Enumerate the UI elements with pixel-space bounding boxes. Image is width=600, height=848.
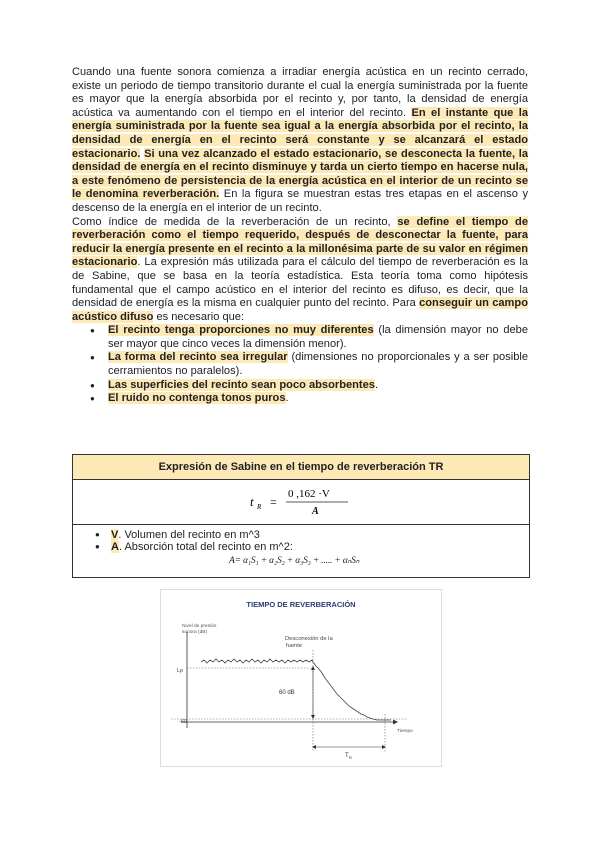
symbol: V bbox=[111, 529, 119, 541]
y-label-1: Nivel de presión bbox=[182, 624, 217, 629]
arrow-right-icon bbox=[382, 745, 386, 749]
table-definitions bbox=[73, 525, 529, 577]
document-body bbox=[72, 66, 528, 406]
item-bold: La forma del recinto sea irregular bbox=[108, 351, 288, 364]
list-item bbox=[72, 379, 528, 393]
formula-lhs: t bbox=[250, 494, 254, 509]
item-text: (la dimensión mayor no debe ser mayor que cinco veces la dimensión menor). bbox=[108, 324, 528, 350]
x-axis-arrow-icon bbox=[393, 720, 398, 725]
paragraph-definition bbox=[72, 216, 528, 325]
item-text: . bbox=[374, 378, 379, 391]
text: . La expresión más utilizada para el cálculo del tiempo de reverberación es la de Sabine, que se basa en la teoría estadística. Esta teoría toma como hipótesis fundamental que el campo acústico en el interior del recinto es difuso, es decir, que la densidad de energía es la misma en cualquier punto del recinto. Para bbox=[72, 256, 528, 310]
highlight-diffuse: conseguir un campo acústico difuso bbox=[72, 297, 528, 323]
item-text: . bbox=[285, 392, 289, 405]
arrow-up-icon bbox=[311, 666, 315, 670]
list-item bbox=[72, 392, 528, 406]
disconnect-annotation-2: fuente bbox=[286, 643, 303, 649]
arrow-down-icon bbox=[311, 715, 315, 719]
x-label: Tiempo bbox=[397, 729, 413, 734]
highlight-definition: se define el tiempo de reverberación como el tiempo requerido, después de desconectar la fuente, para reducir la energía presente en el recinto a la millonésima parte de su valor en régimen estacionario bbox=[72, 215, 528, 269]
figure-title: TIEMPO DE REVERBERACIÓN bbox=[246, 600, 356, 609]
y-label-2: sonora (dB) bbox=[182, 630, 208, 635]
disconnect-annotation-1: Desconexión de la bbox=[285, 636, 333, 642]
sabine-formula bbox=[73, 480, 529, 525]
definition-item bbox=[73, 529, 529, 541]
item-bold: El ruido no contenga tonos puros bbox=[108, 392, 286, 405]
list-item bbox=[72, 324, 528, 351]
formula-denominator: A bbox=[312, 506, 319, 517]
formula-sub: R bbox=[257, 503, 262, 511]
text: Como índice de medida de la reverberación de un recinto, bbox=[72, 215, 398, 228]
formula-numerator: 0 ,162 ·V bbox=[288, 488, 330, 500]
item-bold: Las superficies del recinto sean poco absorbentes bbox=[108, 378, 375, 391]
text: Cuando una fuente sonora comienza a irradiar energía acústica en un recinto cerrado, existe un periodo de tiempo transitorio durante el cual la energía suministrada por la fuente es mayor que la energía absorbida por el recinto y, por tanto, la densidad de energía acústica va aumentando con el tiempo en el interior del recinto. bbox=[72, 66, 528, 119]
level-60-label: -60 bbox=[179, 719, 187, 725]
item-text: (dimensiones no proporcionales y a ser posible cerramientos no paralelos). bbox=[108, 351, 528, 378]
decay-curve bbox=[313, 662, 391, 720]
text: es necesario que: bbox=[153, 310, 245, 323]
tr-sub-label: R bbox=[349, 755, 352, 760]
tr-label: T bbox=[345, 753, 349, 759]
definition-text: . Volumen del recinto en m^3 bbox=[118, 529, 260, 541]
item-bold: El recinto tenga proporciones no muy diferentes bbox=[108, 324, 374, 337]
paragraph-intro bbox=[72, 66, 528, 216]
highlight-reverberation: Si una vez alcanzado el estado estacionario, se desconecta la fuente, la densidad de energía en el recinto disminuye y tarda un cierto tiempo en hacerse nula, a este fenómeno de persistencia de la energía acústica en el interior de un recinto se le denomina reverberación. bbox=[72, 147, 528, 201]
drop-label: 60 dB bbox=[279, 690, 295, 696]
formula-eq: = bbox=[270, 495, 277, 509]
text: En la figura se muestran estas tres etapas en el ascenso y descenso de la energía en el interior de un recinto. bbox=[72, 188, 528, 214]
arrow-left-icon bbox=[312, 745, 316, 749]
formula-graphic bbox=[236, 482, 366, 522]
table-header: Expresión de Sabine en el tiempo de reverberación TR bbox=[73, 455, 529, 480]
definition-text: . Absorción total del recinto en m^2: bbox=[118, 541, 293, 553]
list-item bbox=[72, 351, 528, 378]
symbol: A bbox=[111, 541, 119, 553]
stationary-curve bbox=[201, 659, 313, 663]
reverberation-graph bbox=[161, 590, 441, 766]
lp-label: Lp bbox=[177, 668, 184, 674]
sabine-table bbox=[72, 454, 530, 578]
absorption-formula: A= α₁S₁ + α₂S₂ + α₃S₃ + ..... + αₙSₙ bbox=[229, 556, 360, 566]
definition-item bbox=[73, 541, 529, 553]
reverberation-figure bbox=[160, 589, 442, 767]
highlight-stationary: En el instante que la energía suministrada por la fuente sea igual a la energía absorbida por el recinto, la densidad de energía en el recinto será constante y se alcanzará el estado estacionario. bbox=[72, 106, 529, 160]
conditions-list bbox=[72, 324, 528, 406]
